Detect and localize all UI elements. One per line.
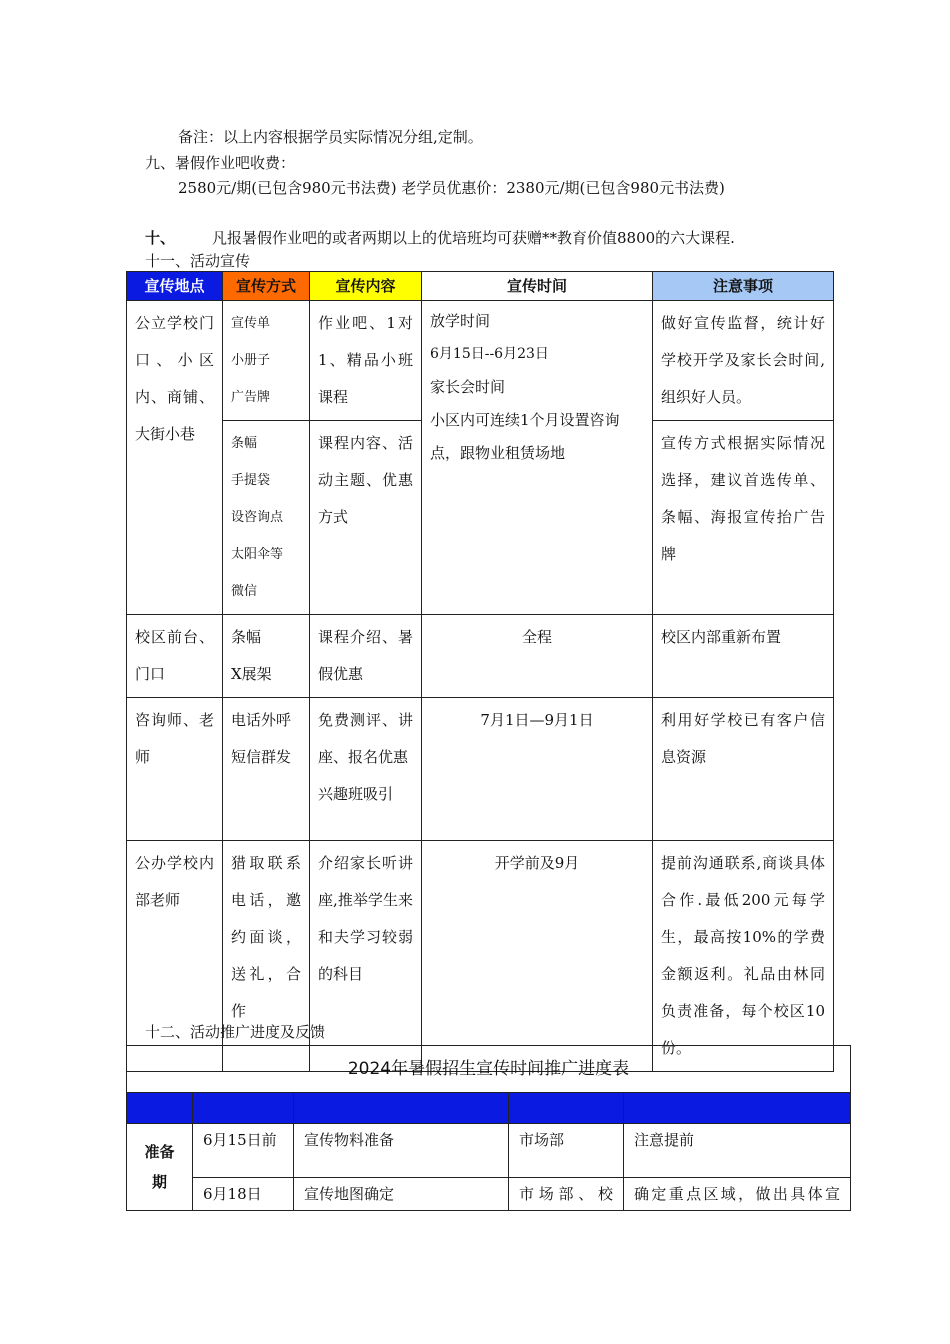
time-line: 家长会时间: [430, 378, 506, 396]
progress-table: [126, 1045, 851, 1211]
method-item: 太阳伞等: [231, 547, 284, 562]
header-place: 宣传地点: [127, 272, 223, 301]
content-cell: 介绍家长听讲座,推举学生来和夫学习较弱的科目: [310, 841, 422, 1072]
dept-cell: 市场部: [509, 1124, 624, 1178]
notes-cell: 提前沟通联系,商谈具体合作.最低200元每学生，最高按10%的学费金额返利。礼品由林同负责准备，每个校区10份。: [653, 841, 834, 1072]
time-line: 小区内可连续1个月设置咨询点，跟物业租赁场地: [430, 411, 620, 462]
header-method: 宣传方式: [223, 272, 310, 301]
time-cell: [422, 301, 653, 615]
method-item: 广告牌: [231, 390, 271, 405]
time-cell: 全程: [422, 615, 653, 698]
notes-cell: 校区内部重新布置: [653, 615, 834, 698]
note-cell: 注意提前: [624, 1124, 851, 1178]
phase-label: 准备期: [144, 1143, 175, 1191]
time-line: 放学时间: [430, 312, 491, 330]
method-item: 小册子: [231, 353, 271, 368]
date-cell: 6月18日: [193, 1178, 294, 1211]
header-cell: [127, 1093, 193, 1124]
table-row: [127, 1124, 851, 1178]
method-item: 宣传单: [231, 316, 271, 331]
time-line: 6月15日--6月23日: [430, 346, 549, 362]
table-row: [127, 615, 834, 698]
progress-title-row: [127, 1046, 851, 1093]
place-cell: 公立学校门口、小区内、商铺、大街小巷: [127, 301, 223, 615]
method-cell: 猎取联系电话，邀约面谈，送礼，合作: [223, 841, 310, 1072]
time-cell: 开学前及9月: [422, 841, 653, 1072]
table-row: [127, 301, 834, 421]
progress-header-row: [127, 1093, 851, 1124]
method-item: 微信: [231, 584, 258, 599]
table-row: [127, 1178, 851, 1211]
table-row: [127, 698, 834, 841]
task-cell: 宣传地图确定: [294, 1178, 509, 1211]
task-cell: 宣传物料准备: [294, 1124, 509, 1178]
notes-cell: 做好宣传监督，统计好学校开学及家长会时间,组织好人员。: [653, 301, 834, 421]
date-cell: 6月15日前: [193, 1124, 294, 1178]
method-item: 短信群发: [231, 748, 292, 766]
content-cell: 课程介绍、暑假优惠: [310, 615, 422, 698]
method-cell: [223, 698, 310, 841]
content-text: 免费测评、讲座、报名优惠: [318, 711, 413, 766]
header-cell: [193, 1093, 294, 1124]
content-cell: [310, 698, 422, 841]
phase-cell: [127, 1124, 193, 1211]
section-11-title: 十一、活动宣传: [145, 252, 251, 270]
promotion-table: [126, 271, 834, 1072]
content-cell: 课程内容、活动主题、优惠方式: [310, 421, 422, 615]
content-extra: 兴趣班吸引: [318, 785, 394, 803]
notes-cell: 利用好学校已有客户信息资源: [653, 698, 834, 841]
method-cell: [223, 421, 310, 615]
time-cell: 7月1日—9月1日: [422, 698, 653, 841]
section-12-title: 十二、活动推广进度及反馈: [145, 1023, 326, 1041]
method-item: X展架: [231, 665, 272, 683]
content-cell: 作业吧、1对1、精品小班课程: [310, 301, 422, 421]
method-item: 设咨询点: [231, 510, 284, 525]
header-cell: [294, 1093, 509, 1124]
place-cell: 咨询师、老师: [127, 698, 223, 841]
dept-cell: 市场部、校: [509, 1178, 624, 1211]
place-cell: 公办学校内部老师: [127, 841, 223, 1072]
method-cell: [223, 615, 310, 698]
progress-table-title: 2024年暑假招生宣传时间推广进度表: [127, 1046, 851, 1093]
section-9-title: 九、暑假作业吧收费：: [145, 154, 296, 172]
method-cell: [223, 301, 310, 421]
header-cell: [624, 1093, 851, 1124]
section-10-number: 十、: [145, 229, 176, 247]
header-time: 宣传时间: [422, 272, 653, 301]
method-item: 电话外呼: [231, 711, 292, 729]
header-notes: 注意事项: [653, 272, 834, 301]
note-line: 备注：以上内容根据学员实际情况分组,定制。: [178, 128, 483, 146]
note-cell: 确定重点区域，做出具体宣: [624, 1178, 851, 1211]
promotion-table-header: [127, 272, 834, 301]
method-item: 手提袋: [231, 473, 271, 488]
header-content: 宣传内容: [310, 272, 422, 301]
header-cell: [509, 1093, 624, 1124]
section-10-text: 凡报暑假作业吧的或者两期以上的优培班均可获赠**教育价值8800的六大课程.: [212, 229, 735, 247]
notes-cell: 宣传方式根据实际情况选择，建议首选传单、条幅、海报宣传抬广告牌: [653, 421, 834, 615]
method-item: 条幅: [231, 436, 258, 451]
method-item: 条幅: [231, 628, 262, 646]
section-9-price: 2580元/期(已包含980元书法费) 老学员优惠价：2380元/期(已包含980元书法费): [178, 179, 725, 197]
place-cell: 校区前台、门口: [127, 615, 223, 698]
